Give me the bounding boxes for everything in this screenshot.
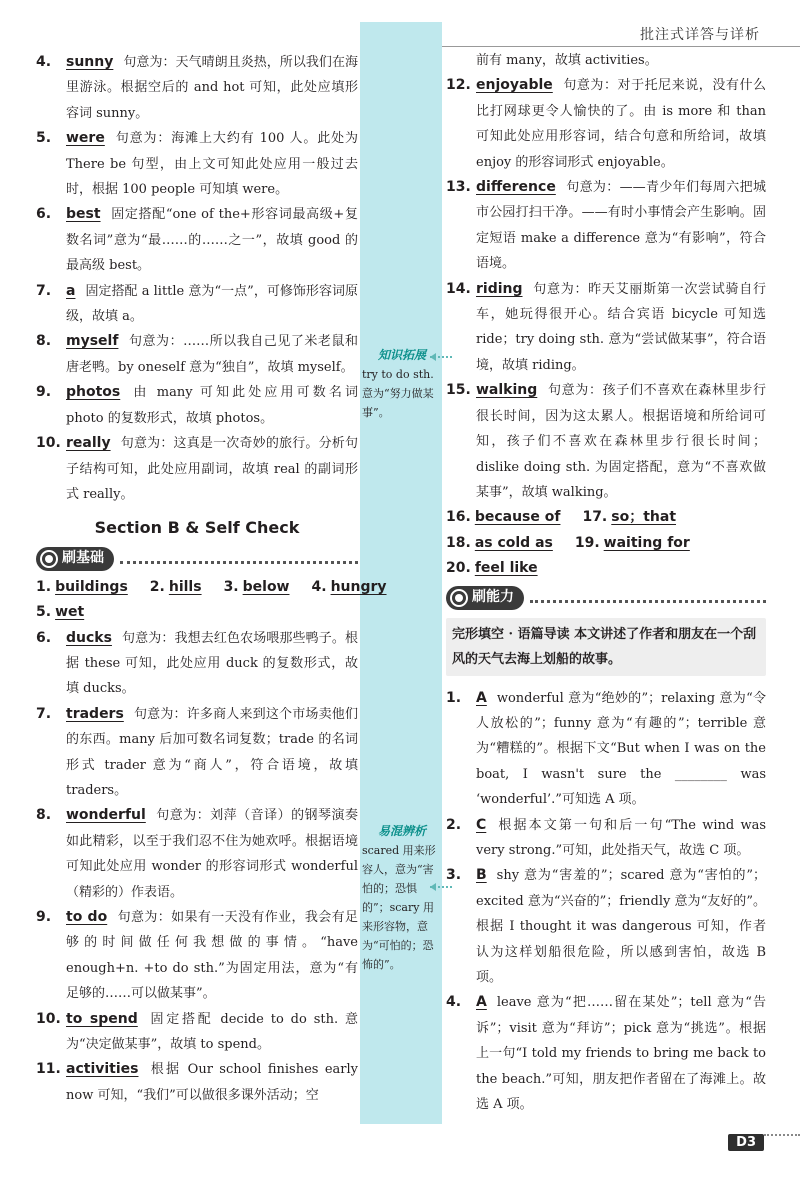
- answer-item: 15. walking 句意为：孩子们不喜欢在森林里步行很长时间，因为这太累人。根据语境和所给词可知，孩子们不喜欢在森林里步行很长时间；dislike doing sth. 为固定搭配，意为“不喜欢做某事”，故填 walking。: [446, 382, 766, 500]
- answer-item: 1. A wonderful 意为“绝妙的”；relaxing 意为“令人放松的”；funny 意为“有趣的”；terrible 意为“糟糕的”。根据下文“But when I was on the boat, I wasn't sure the ________ was ‘wonderful’.”可知选 A 项。: [446, 689, 766, 808]
- answer-key: C: [476, 816, 487, 833]
- answer-key: below: [242, 578, 290, 595]
- answer-key: really: [66, 435, 111, 452]
- answer-key: traders: [66, 705, 124, 722]
- answer-item: 9. photos 由 many 可知此处应用可数名词 photo 的复数形式，故填 photos。: [36, 384, 358, 426]
- answer-key: hills: [168, 578, 202, 595]
- answer-item: 11. activities 根据 Our school finishes early now 可知，“我们”可以做很多课外活动；空: [36, 1061, 358, 1103]
- ability-practice-badge: 刷能力: [446, 586, 766, 610]
- page-number-tab: D3: [728, 1134, 764, 1151]
- answer-key: because of: [474, 509, 561, 526]
- answer-key: difference: [476, 179, 556, 196]
- section-title: Section B & Self Check: [94, 518, 300, 538]
- answer-item: 6. best 固定搭配“one of the+形容词最高级+复数名词”意为“最……的……之一”，故填 good 的最高级 best。: [36, 206, 358, 274]
- note-confuse-text: scared 用来形容人，意为“害怕的；恐惧的”；scary 用来形容物，意为“可怕的；恐怖的”。: [362, 844, 436, 971]
- note-ext-title: 知识拓展: [377, 348, 426, 362]
- note-confusable-words: [362, 822, 442, 974]
- answer-key: buildings: [55, 578, 128, 595]
- answer-key: wonderful: [66, 807, 146, 824]
- dotted-divider: [530, 593, 766, 603]
- answer-item: 4. sunny 句意为：天气晴朗且炎热，所以我们在海里游泳。根据空后的 and hot 可知，此处应填形容词 sunny。: [36, 54, 358, 121]
- answer-item: 8. wonderful 句意为：刘萍（音译）的钢琴演奏如此精彩，以至于我们忍不住为她欢呼。根据语境可知此处应用 wonder 的形容词形式 wonderful（精彩的）作表语。: [36, 807, 358, 900]
- answer-key: riding: [476, 280, 523, 297]
- dotted-divider: [120, 554, 358, 564]
- answer-item: 8. myself 句意为：……所以我自己见了米老鼠和唐老鸭。by oneself 意为“独自”，故填 myself。: [36, 333, 358, 375]
- note-ext-text: try to do sth. 意为“努力做某事”。: [362, 368, 434, 419]
- corner-dotted-line: [764, 1134, 800, 1136]
- brush-icon: [450, 589, 468, 607]
- running-title: 批注式详答与详析: [640, 27, 760, 43]
- answer-key: waiting for: [603, 534, 690, 551]
- answer-row: 16. because of 17. so；that: [446, 509, 677, 526]
- answer-key: ducks: [66, 629, 112, 646]
- reading-guide-box: 完形填空 · 语篇导读 本文讲述了作者和朋友在一个刮风的天气去海上划船的故事。: [446, 618, 766, 676]
- note-knowledge-extension: [362, 346, 442, 422]
- answer-item: 12. enjoyable 句意为：对于托尼来说，没有什么比打网球更令人愉快的了。由 is more 和 than 可知此处应用形容词，结合句意和所给词，故填 enjoy 的形容词形式 enjoyable。: [446, 77, 766, 170]
- answer-item: 5. were 句意为：海滩上大约有 100 人。此处为 There be 句型，由上文可知此处应用一般过去时，根据 100 people 可知填 were。: [36, 130, 358, 198]
- answer-row: 1. buildings 2. hills 3. below 4. hungry: [36, 578, 387, 595]
- answer-key: a: [66, 282, 76, 299]
- answer-key: wet: [55, 604, 85, 621]
- basic-practice-badge: 刷基础: [36, 547, 358, 571]
- answer-key: A: [476, 689, 487, 706]
- answer-item: 14. riding 句意为：昨天艾丽斯第一次尝试骑自行车，她玩得很开心。结合宾语 bicycle 可知选 ride；try doing sth. 意为“尝试做某事”，符合语境，故填 riding。: [446, 280, 766, 373]
- left-items-top: [36, 50, 358, 507]
- answer-item: 2. C 根据本文第一句和后一句“The wind was very strong.”可知，此处指天气，故选 C 项。: [446, 816, 766, 858]
- left-column: [36, 50, 387, 1108]
- answer-item: 13. difference 句意为：——青少年们每周六把城市公园打扫干净。——有时小事情会产生影响。固定短语 make a difference 意为“有影响”，符合语境。: [446, 179, 766, 272]
- answer-key: A: [476, 994, 487, 1011]
- answer-key: walking: [476, 382, 538, 399]
- right-column: [446, 48, 766, 1117]
- answer-item: 4. A leave 意为“把……留在某处”；tell 意为“告诉”；visit 意为“拜访”；pick 意为“挑选”。根据上一句“I told my friends to bring me back to the beach.”可知，朋友把作者留在了海滩上。故选 A 项。: [446, 994, 766, 1113]
- answer-key: hungry: [330, 578, 387, 595]
- answer-item: 7. a 固定搭配 a little 意为“一点”，可修饰形容词原级，故填 a。: [36, 282, 358, 325]
- answer-key: so；that: [611, 509, 677, 526]
- answer-item: 10. really 句意为：这真是一次奇妙的旅行。分析句子结构可知，此处应用副词，故填 real 的副词形式 really。: [36, 435, 358, 502]
- answer-key: feel like: [474, 560, 538, 577]
- answer-row: 5. wet: [36, 604, 85, 621]
- answer-item: 3. B shy 意为“害羞的”；scared 意为“害怕的”；excited 意为“兴奋的”；friendly 意为“友好的”。根据 I thought it was dangerous 可知，作者认为这样划船很危险，所以感到害怕，故选 B 项。: [446, 867, 766, 985]
- answer-key: as cold as: [474, 534, 553, 551]
- answer-key: B: [476, 867, 487, 884]
- answer-item: 6. ducks 句意为：我想去红色农场喂那些鸭子。根据 these 可知，此处应用 duck 的复数形式，故填 ducks。: [36, 629, 358, 697]
- answer-key: to do: [66, 909, 108, 925]
- note-confuse-title: 易混辨析: [377, 824, 426, 838]
- answer-key: enjoyable: [476, 77, 553, 94]
- answer-row: 18. as cold as 19. waiting for: [446, 534, 690, 551]
- answer-key: photos: [66, 384, 121, 401]
- answer-row: 20. feel like: [446, 560, 538, 577]
- answer-item: 7. traders 句意为：许多商人来到这个市场卖他们的东西。many 后加可数名词复数；trade 的名词形式 trader 意为“商人”，符合语境，故填 traders。: [36, 705, 358, 798]
- continuation-text: 前有 many，故填 activities。: [476, 53, 658, 68]
- left-items-bottom: [36, 626, 358, 1109]
- header-rule: [440, 46, 800, 47]
- answer-item: 10. to spend 固定搭配 decide to do sth. 意为“决定做某事”，故填 to spend。: [36, 1010, 358, 1053]
- answer-key: activities: [66, 1061, 139, 1078]
- answer-key: to spend: [66, 1010, 138, 1027]
- answer-key: sunny: [66, 54, 114, 70]
- answer-key: myself: [66, 333, 119, 350]
- answer-key: best: [66, 206, 101, 223]
- answer-key: were: [66, 130, 105, 147]
- brush-icon: [40, 550, 58, 568]
- answer-item: 9. to do 句意为：如果有一天没有作业，我会有足够的时间做任何我想做的事情。“have enough+n. +to do sth.”为固定用法，意为“有足够的……可以做某事”。: [36, 909, 358, 1002]
